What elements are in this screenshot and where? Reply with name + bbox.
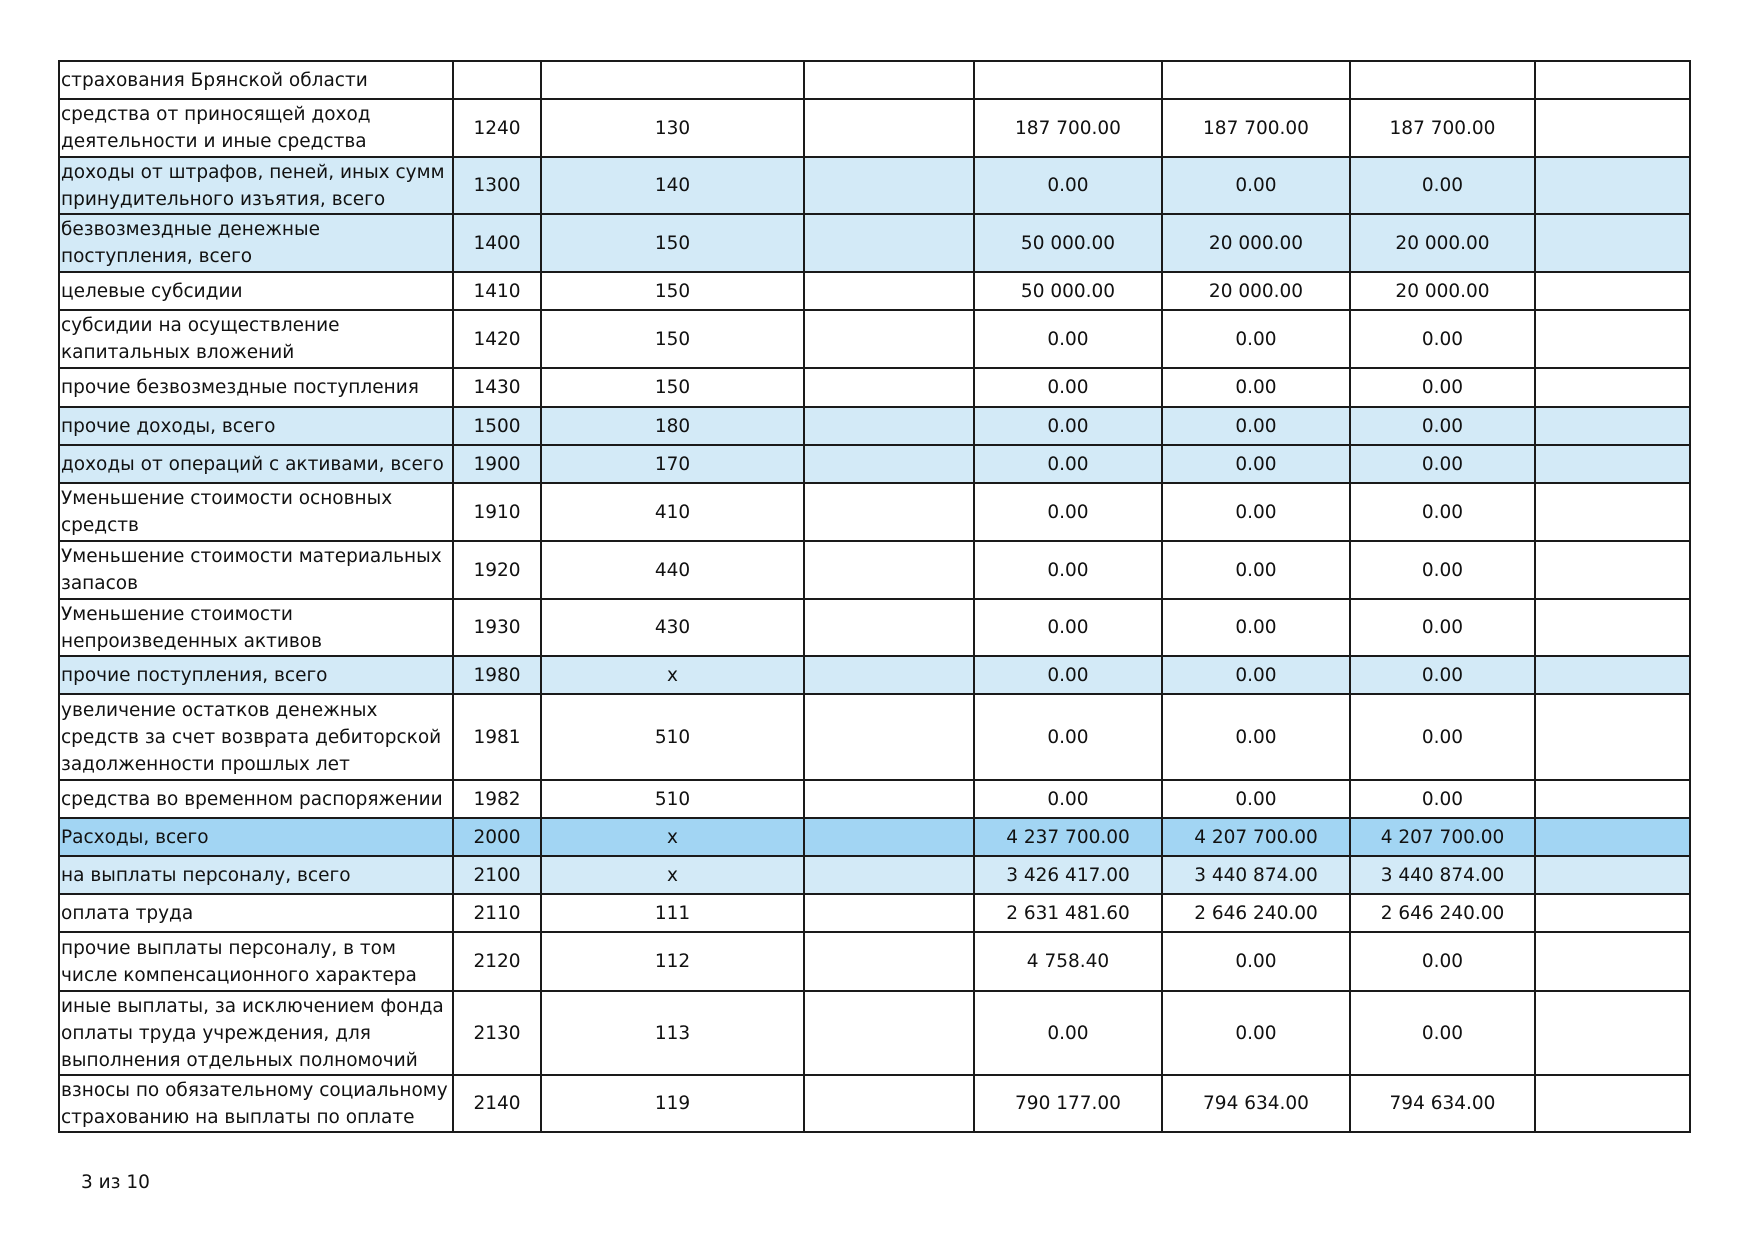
row-line-code: 1420 xyxy=(453,310,541,368)
row-note xyxy=(1535,780,1690,818)
table-row xyxy=(59,99,1690,157)
row-line-code: 1400 xyxy=(453,214,541,272)
row-note xyxy=(1535,407,1690,445)
row-extra xyxy=(804,932,974,991)
table-row xyxy=(59,1075,1690,1132)
row-line-code: 2000 xyxy=(453,818,541,856)
row-extra xyxy=(804,541,974,599)
row-name: иные выплаты, за исключением фонда оплаты труда учреждения, для выполнения отдельных полномочий xyxy=(59,991,453,1075)
row-kbk-code: 111 xyxy=(541,894,804,932)
table-row xyxy=(59,310,1690,368)
row-line-code: 1500 xyxy=(453,407,541,445)
row-line-code xyxy=(453,61,541,99)
row-value-year-2: 0.00 xyxy=(1162,541,1350,599)
row-value-year-1: 0.00 xyxy=(974,483,1162,541)
table-row xyxy=(59,483,1690,541)
row-extra xyxy=(804,894,974,932)
row-extra xyxy=(804,599,974,656)
row-note xyxy=(1535,856,1690,894)
row-value-year-3: 0.00 xyxy=(1350,407,1535,445)
row-name: Уменьшение стоимости материальных запасов xyxy=(59,541,453,599)
row-value-year-1: 0.00 xyxy=(974,541,1162,599)
row-note xyxy=(1535,368,1690,407)
row-value-year-1: 3 426 417.00 xyxy=(974,856,1162,894)
financial-plan-table xyxy=(58,60,1691,1133)
row-value-year-2: 0.00 xyxy=(1162,483,1350,541)
row-value-year-2: 0.00 xyxy=(1162,780,1350,818)
row-value-year-2: 0.00 xyxy=(1162,157,1350,214)
table-row xyxy=(59,61,1690,99)
table-row xyxy=(59,214,1690,272)
row-value-year-3: 0.00 xyxy=(1350,157,1535,214)
row-value-year-2: 0.00 xyxy=(1162,694,1350,780)
row-kbk-code: 113 xyxy=(541,991,804,1075)
row-note xyxy=(1535,656,1690,694)
row-value-year-2 xyxy=(1162,61,1350,99)
row-value-year-3: 0.00 xyxy=(1350,599,1535,656)
row-kbk-code: 510 xyxy=(541,780,804,818)
row-extra xyxy=(804,856,974,894)
row-name: целевые субсидии xyxy=(59,272,453,310)
row-name: прочие безвозмездные поступления xyxy=(59,368,453,407)
row-kbk-code: 119 xyxy=(541,1075,804,1132)
page-number: 3 из 10 xyxy=(81,1172,150,1193)
row-value-year-3: 0.00 xyxy=(1350,656,1535,694)
row-value-year-3: 4 207 700.00 xyxy=(1350,818,1535,856)
row-line-code: 1240 xyxy=(453,99,541,157)
row-value-year-1: 0.00 xyxy=(974,310,1162,368)
row-line-code: 1982 xyxy=(453,780,541,818)
table-row xyxy=(59,780,1690,818)
row-note xyxy=(1535,157,1690,214)
row-kbk-code: 150 xyxy=(541,214,804,272)
row-kbk-code: 180 xyxy=(541,407,804,445)
row-line-code: 2140 xyxy=(453,1075,541,1132)
row-name: увеличение остатков денежных средств за счет возврата дебиторской задолженности прошлых лет xyxy=(59,694,453,780)
row-kbk-code: 510 xyxy=(541,694,804,780)
row-name: Уменьшение стоимости основных средств xyxy=(59,483,453,541)
table-row xyxy=(59,991,1690,1075)
row-line-code: 1900 xyxy=(453,445,541,483)
row-line-code: 1920 xyxy=(453,541,541,599)
row-extra xyxy=(804,407,974,445)
row-name: прочие доходы, всего xyxy=(59,407,453,445)
row-extra xyxy=(804,272,974,310)
row-extra xyxy=(804,780,974,818)
row-value-year-1: 2 631 481.60 xyxy=(974,894,1162,932)
row-note xyxy=(1535,894,1690,932)
row-value-year-3: 0.00 xyxy=(1350,541,1535,599)
row-note xyxy=(1535,1075,1690,1132)
row-name: на выплаты персоналу, всего xyxy=(59,856,453,894)
row-value-year-3 xyxy=(1350,61,1535,99)
row-value-year-2: 0.00 xyxy=(1162,407,1350,445)
row-extra xyxy=(804,310,974,368)
row-line-code: 1300 xyxy=(453,157,541,214)
row-value-year-1: 187 700.00 xyxy=(974,99,1162,157)
row-name: оплата труда xyxy=(59,894,453,932)
table-row xyxy=(59,932,1690,991)
row-value-year-2: 20 000.00 xyxy=(1162,214,1350,272)
row-kbk-code: x xyxy=(541,818,804,856)
row-value-year-3: 0.00 xyxy=(1350,991,1535,1075)
row-extra xyxy=(804,157,974,214)
row-value-year-3: 0.00 xyxy=(1350,368,1535,407)
row-value-year-1: 0.00 xyxy=(974,407,1162,445)
row-line-code: 1410 xyxy=(453,272,541,310)
row-extra xyxy=(804,214,974,272)
table-row xyxy=(59,656,1690,694)
row-value-year-3: 0.00 xyxy=(1350,932,1535,991)
row-value-year-3: 0.00 xyxy=(1350,694,1535,780)
row-line-code: 2110 xyxy=(453,894,541,932)
row-note xyxy=(1535,61,1690,99)
row-kbk-code: 440 xyxy=(541,541,804,599)
row-value-year-2: 0.00 xyxy=(1162,599,1350,656)
row-name: доходы от штрафов, пеней, иных сумм принудительного изъятия, всего xyxy=(59,157,453,214)
row-note xyxy=(1535,445,1690,483)
row-value-year-1: 0.00 xyxy=(974,991,1162,1075)
row-name: доходы от операций с активами, всего xyxy=(59,445,453,483)
row-kbk-code xyxy=(541,61,804,99)
row-note xyxy=(1535,99,1690,157)
row-extra xyxy=(804,445,974,483)
row-extra xyxy=(804,1075,974,1132)
row-value-year-3: 0.00 xyxy=(1350,445,1535,483)
row-note xyxy=(1535,272,1690,310)
row-kbk-code: 430 xyxy=(541,599,804,656)
row-line-code: 2120 xyxy=(453,932,541,991)
row-note xyxy=(1535,694,1690,780)
row-value-year-3: 0.00 xyxy=(1350,483,1535,541)
row-note xyxy=(1535,991,1690,1075)
row-value-year-3: 2 646 240.00 xyxy=(1350,894,1535,932)
row-value-year-1: 50 000.00 xyxy=(974,272,1162,310)
row-note xyxy=(1535,599,1690,656)
row-value-year-2: 0.00 xyxy=(1162,991,1350,1075)
row-value-year-2: 0.00 xyxy=(1162,656,1350,694)
row-value-year-1: 4 758.40 xyxy=(974,932,1162,991)
row-kbk-code: 150 xyxy=(541,272,804,310)
table-row xyxy=(59,818,1690,856)
row-line-code: 1910 xyxy=(453,483,541,541)
row-name: Уменьшение стоимости непроизведенных активов xyxy=(59,599,453,656)
row-name: прочие выплаты персоналу, в том числе компенсационного характера xyxy=(59,932,453,991)
row-value-year-3: 0.00 xyxy=(1350,780,1535,818)
row-line-code: 1980 xyxy=(453,656,541,694)
table-row xyxy=(59,694,1690,780)
row-extra xyxy=(804,61,974,99)
row-note xyxy=(1535,214,1690,272)
row-kbk-code: 112 xyxy=(541,932,804,991)
row-name: взносы по обязательному социальному страхованию на выплаты по оплате xyxy=(59,1075,453,1132)
row-name: средства во временном распоряжении xyxy=(59,780,453,818)
row-value-year-3: 794 634.00 xyxy=(1350,1075,1535,1132)
table-row xyxy=(59,894,1690,932)
row-value-year-2: 187 700.00 xyxy=(1162,99,1350,157)
row-name: прочие поступления, всего xyxy=(59,656,453,694)
row-value-year-1: 0.00 xyxy=(974,656,1162,694)
row-value-year-2: 4 207 700.00 xyxy=(1162,818,1350,856)
row-value-year-2: 20 000.00 xyxy=(1162,272,1350,310)
row-line-code: 1430 xyxy=(453,368,541,407)
row-kbk-code: 150 xyxy=(541,368,804,407)
row-value-year-1: 0.00 xyxy=(974,368,1162,407)
row-line-code: 1981 xyxy=(453,694,541,780)
row-value-year-3: 0.00 xyxy=(1350,310,1535,368)
table-row xyxy=(59,407,1690,445)
row-note xyxy=(1535,932,1690,991)
row-kbk-code: 170 xyxy=(541,445,804,483)
row-value-year-1: 0.00 xyxy=(974,694,1162,780)
row-value-year-3: 20 000.00 xyxy=(1350,214,1535,272)
row-name: страхования Брянской области xyxy=(59,61,453,99)
table-row xyxy=(59,445,1690,483)
row-value-year-1: 0.00 xyxy=(974,780,1162,818)
row-value-year-1: 50 000.00 xyxy=(974,214,1162,272)
row-extra xyxy=(804,483,974,541)
row-note xyxy=(1535,818,1690,856)
row-line-code: 2100 xyxy=(453,856,541,894)
row-name: средства от приносящей доход деятельности и иные средства xyxy=(59,99,453,157)
row-value-year-2: 2 646 240.00 xyxy=(1162,894,1350,932)
row-kbk-code: 130 xyxy=(541,99,804,157)
table-row xyxy=(59,272,1690,310)
row-extra xyxy=(804,991,974,1075)
table-row xyxy=(59,541,1690,599)
row-line-code: 2130 xyxy=(453,991,541,1075)
row-value-year-2: 3 440 874.00 xyxy=(1162,856,1350,894)
row-value-year-3: 3 440 874.00 xyxy=(1350,856,1535,894)
row-kbk-code: x xyxy=(541,856,804,894)
row-value-year-2: 794 634.00 xyxy=(1162,1075,1350,1132)
row-note xyxy=(1535,541,1690,599)
row-value-year-1: 790 177.00 xyxy=(974,1075,1162,1132)
table-body xyxy=(59,61,1690,1132)
row-extra xyxy=(804,368,974,407)
row-value-year-2: 0.00 xyxy=(1162,310,1350,368)
row-extra xyxy=(804,656,974,694)
row-value-year-1 xyxy=(974,61,1162,99)
row-value-year-1: 0.00 xyxy=(974,445,1162,483)
row-value-year-3: 20 000.00 xyxy=(1350,272,1535,310)
row-value-year-3: 187 700.00 xyxy=(1350,99,1535,157)
row-kbk-code: 410 xyxy=(541,483,804,541)
row-value-year-2: 0.00 xyxy=(1162,368,1350,407)
row-line-code: 1930 xyxy=(453,599,541,656)
row-note xyxy=(1535,310,1690,368)
row-extra xyxy=(804,99,974,157)
row-value-year-1: 0.00 xyxy=(974,599,1162,656)
row-name: безвозмездные денежные поступления, всего xyxy=(59,214,453,272)
row-value-year-2: 0.00 xyxy=(1162,445,1350,483)
row-kbk-code: x xyxy=(541,656,804,694)
table-row xyxy=(59,599,1690,656)
row-value-year-1: 0.00 xyxy=(974,157,1162,214)
row-value-year-1: 4 237 700.00 xyxy=(974,818,1162,856)
table-row xyxy=(59,856,1690,894)
row-value-year-2: 0.00 xyxy=(1162,932,1350,991)
row-kbk-code: 150 xyxy=(541,310,804,368)
row-extra xyxy=(804,818,974,856)
row-note xyxy=(1535,483,1690,541)
row-extra xyxy=(804,694,974,780)
table-row xyxy=(59,368,1690,407)
row-name: субсидии на осуществление капитальных вложений xyxy=(59,310,453,368)
row-kbk-code: 140 xyxy=(541,157,804,214)
table-row xyxy=(59,157,1690,214)
row-name: Расходы, всего xyxy=(59,818,453,856)
